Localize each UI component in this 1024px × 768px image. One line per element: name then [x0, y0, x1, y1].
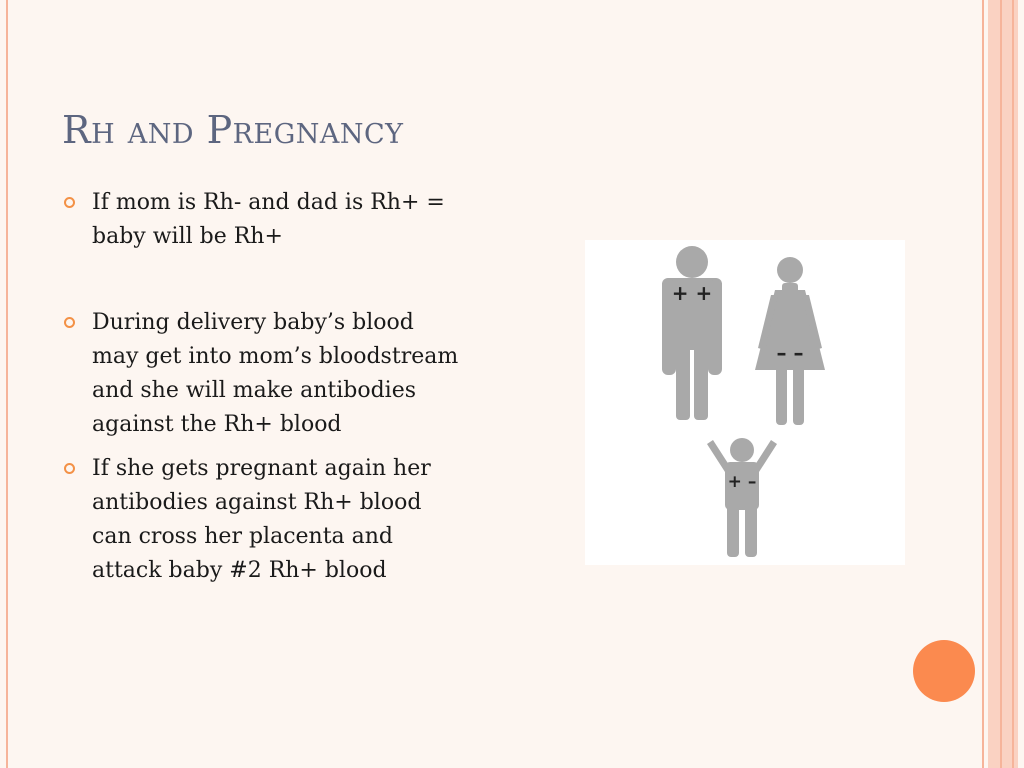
right-border-line-outer — [982, 0, 984, 768]
baby-rh-label: + – — [727, 472, 757, 492]
father-rh-label: + + — [671, 281, 713, 305]
bullet-item — [62, 186, 462, 254]
slide-title: Rh and Pregnancy — [62, 108, 404, 152]
right-border-line-middle — [1000, 0, 1002, 768]
bullet-text: If she gets pregnant again her antibodies against Rh+ blood can cross her placenta and attack baby #2 Rh+ blood — [92, 456, 431, 583]
mother-rh-label: – – — [776, 341, 804, 365]
bullet-marker-icon — [64, 197, 75, 208]
left-border-line — [6, 0, 8, 768]
rh-family-illustration — [585, 240, 905, 565]
decorative-circle — [913, 640, 975, 702]
bullet-item — [62, 306, 462, 442]
bullet-marker-icon — [64, 317, 75, 328]
bullet-text: During delivery baby’s blood may get into mom’s bloodstream and she will make antibodies against the Rh+ blood — [92, 310, 459, 437]
bullet-item — [62, 452, 462, 588]
bullet-list — [62, 186, 462, 588]
bullet-text: If mom is Rh- and dad is Rh+ = baby will be Rh+ — [92, 190, 445, 249]
bullet-marker-icon — [64, 463, 75, 474]
right-border-line-inner — [1012, 0, 1014, 768]
